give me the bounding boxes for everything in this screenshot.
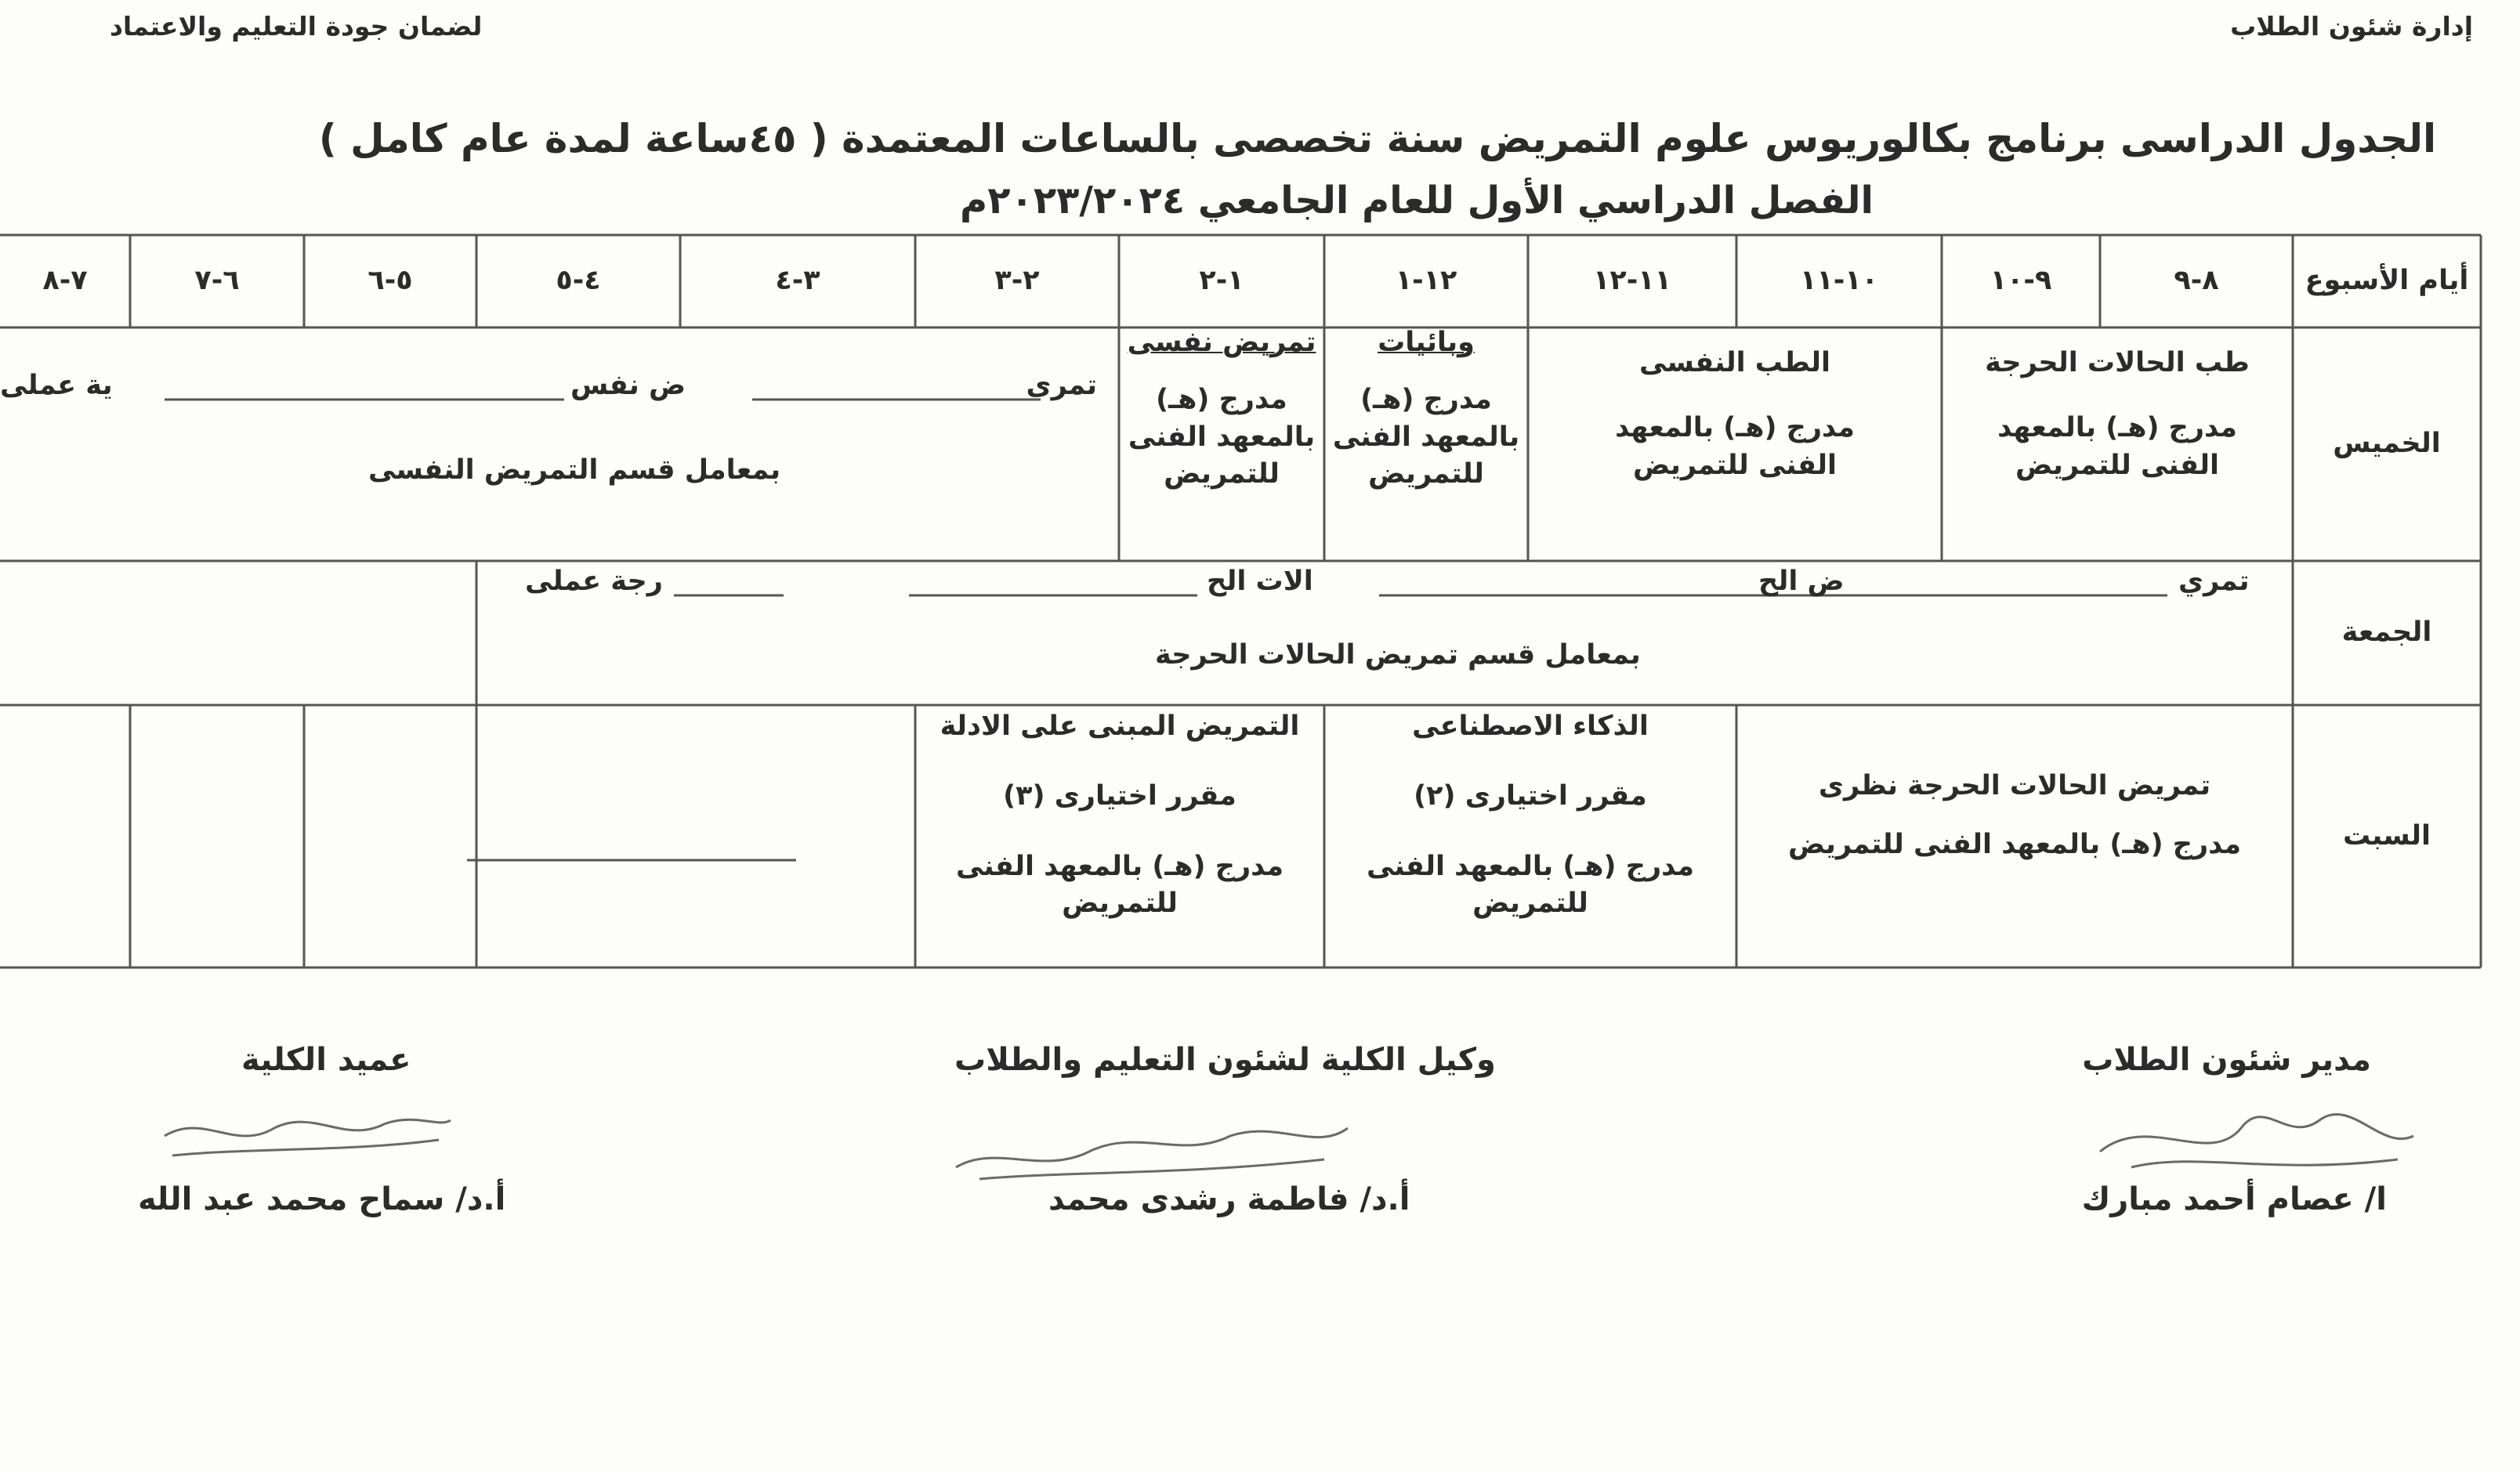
thursday-epidemics-cell: [1324, 324, 1528, 493]
saturday-ebn-cell: [915, 708, 1324, 922]
vice-dean-title: وكيل الكلية لشئون التعليم والطلاب: [954, 1042, 1496, 1078]
friday-practical-part2: ض الح: [1758, 566, 1845, 597]
room-location: بالمعهد الفنى: [1128, 421, 1316, 453]
course-name: وبائيات: [1378, 327, 1475, 358]
day-thursday: الخميس: [2333, 428, 2441, 460]
time-slot-header: ٥-٦: [368, 265, 413, 297]
director-signature: [2084, 1081, 2429, 1191]
vice-dean-name: أ.د/ فاطمة رشدى محمد: [1048, 1181, 1410, 1217]
thursday-practical-part3: ية عملى: [0, 370, 113, 401]
quality-assurance-header: لضمان جودة التعليم والاعتماد: [110, 11, 483, 42]
vice-dean-signature: [948, 1105, 1356, 1191]
time-slot-header: ١١-١٢: [1593, 265, 1671, 297]
time-slot-header: ١-٢: [1199, 265, 1244, 297]
dean-name: أ.د/ سماح محمد عبد الله: [138, 1181, 506, 1217]
dean-signature: [157, 1097, 454, 1175]
time-slot-header: ٦-٧: [194, 265, 240, 297]
thursday-practical-part1: تمري: [1026, 370, 1097, 401]
room-location: مدرج (هـ) بالمعهد الفنى: [1366, 850, 1695, 882]
room-location: مدرج (هـ) بالمعهد الفنى للتمريض: [1997, 412, 2237, 481]
friday-practical-part1: تمري: [2178, 566, 2250, 597]
elective-label: مقرر اختيارى (٢): [1414, 780, 1647, 812]
course-name: طب الحالات الحرجة: [1985, 347, 2250, 378]
course-name: تمريض الحالات الحرجة نظرى: [1818, 770, 2211, 801]
time-slot-header: ١٠-١١: [1800, 265, 1878, 297]
room-location: بالمعهد الفنى: [1332, 421, 1520, 453]
room-location: للتمريض: [1472, 887, 1588, 919]
thursday-psych-nursing-cell: [1119, 324, 1324, 493]
room-location: مدرج (هـ) بالمعهد الفنى للتمريض: [1787, 829, 2242, 861]
course-name: تمريض نفسى: [1127, 327, 1316, 358]
time-slot-header: ٧-٨: [42, 265, 88, 297]
room-location: للتمريض: [1164, 458, 1280, 490]
elective-label: مقرر اختيارى (٣): [1003, 780, 1236, 812]
thursday-psychiatry-cell: [1528, 345, 1942, 484]
day-saturday: السبت: [2342, 819, 2431, 852]
room-location: مدرج (هـ) بالمعهد الفنى: [955, 850, 1284, 882]
thursday-practical-part2: ض نفس: [570, 370, 686, 401]
time-slot-header: ٨-٩: [2174, 265, 2219, 297]
room-location: مدرج (هـ) بالمعهد الفنى للتمريض: [1615, 412, 1855, 481]
friday-practical-part4: رجة عملى: [525, 566, 663, 597]
student-affairs-director-name: ا/ عصام أحمد مبارك: [2081, 1181, 2387, 1217]
dean-title: عميد الكلية: [241, 1042, 411, 1078]
thursday-practical-location: بمعامل قسم التمريض النفسى: [368, 454, 781, 486]
time-slot-header: ٢-٣: [994, 265, 1040, 297]
student-affairs-director-title: مدير شئون الطلاب: [2082, 1042, 2371, 1078]
friday-practical-location: بمعامل قسم تمريض الحالات الحرجة: [1155, 639, 1641, 671]
days-of-week-header: أيام الأسبوع: [2305, 265, 2469, 297]
room-location: مدرج (هـ): [1156, 384, 1287, 416]
semester-subtitle: الفصل الدراسي الأول للعام الجامعي ٢٠٢٣/٢٠٢٤م: [960, 179, 1874, 222]
time-slot-header: ٩-١٠: [1990, 265, 2052, 297]
schedule-title: الجدول الدراسى برنامج بكالوريوس علوم التمريض سنة تخصصى بالساعات المعتمدة ( ٤٥ساعة لمدة عام كامل ): [318, 116, 2437, 161]
course-name: الطب النفسى: [1638, 347, 1831, 378]
saturday-ai-cell: [1324, 708, 1736, 922]
friday-practical-part3: الات الح: [1207, 566, 1313, 597]
time-slot-header: ٣-٤: [775, 265, 820, 297]
course-name: التمريض المبنى على الادلة: [940, 711, 1300, 742]
time-slot-header: ٤-٥: [556, 265, 601, 297]
time-slot-header: ١٢-١: [1395, 265, 1457, 297]
course-name: الذكاء الاصطناعى: [1412, 711, 1649, 742]
room-location: للتمريض: [1368, 458, 1484, 490]
room-location: للتمريض: [1062, 887, 1178, 919]
saturday-critical-theory-cell: [1736, 768, 2293, 864]
thursday-critical-care-cell: [1942, 345, 2293, 484]
student-affairs-header: إدارة شئون الطلاب: [2230, 11, 2473, 42]
day-friday: الجمعة: [2341, 617, 2432, 649]
room-location: مدرج (هـ): [1360, 384, 1492, 416]
